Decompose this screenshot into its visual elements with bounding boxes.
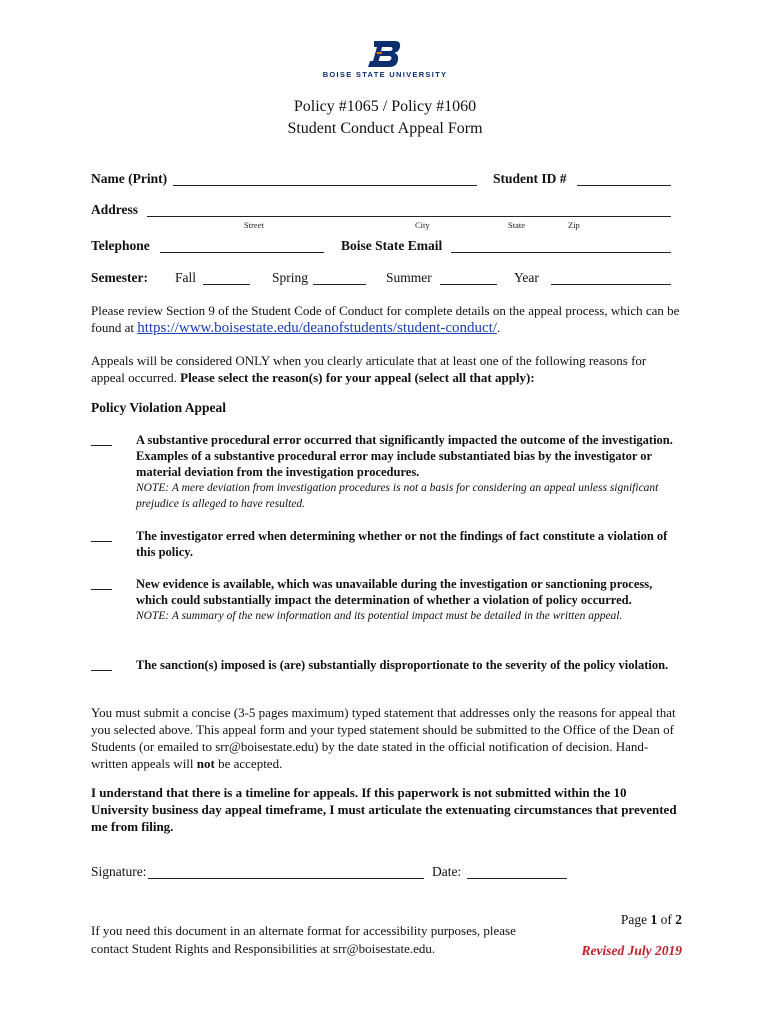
review-suffix: .	[497, 320, 501, 335]
appeals-paragraph	[91, 352, 681, 386]
page-word: Page	[620, 912, 648, 927]
student-id-field[interactable]	[577, 171, 671, 186]
summer-label: Summer	[386, 270, 432, 285]
statement-text: You must submit a concise (3-5 pages maximum) typed statement that addresses only the reasons for appeal that you selected above. This appeal form and your typed statement should be submitted to the Office of the Dean of Students (or emailed to srr@boisestate.edu) by the date stated in the official notification of decision. Hand-written appeals will	[91, 705, 676, 771]
page-total: 2	[675, 912, 682, 927]
option-2-text: The investigator erred when determining whether or not the findings of fact constitute a violation of this policy.	[136, 529, 668, 559]
policy-violation-heading: Policy Violation Appeal	[91, 400, 227, 415]
appeals-text: Appeals will be considered ONLY when you clearly articulate that at least one of the following reasons for appeal occurred.	[91, 353, 647, 385]
zip-sublabel: Zip	[568, 220, 580, 230]
form-name-title: Student Conduct Appeal Form	[287, 120, 483, 137]
appeals-instruction: Please select the reason(s) for your appeal (select all that apply):	[180, 370, 535, 385]
summer-field[interactable]	[440, 270, 497, 285]
policy-title: Policy #1065 / Policy #1060	[293, 98, 477, 115]
option-3-note: NOTE: A summary of the new information and its potential impact must be detailed in the written appeal.	[136, 610, 623, 622]
signature-field[interactable]	[148, 864, 424, 879]
date-field[interactable]	[467, 864, 567, 879]
boise-state-b-icon	[368, 40, 402, 68]
page-indicator	[592, 912, 682, 928]
semester-label: Semester:	[91, 270, 148, 285]
email-label: Boise State Email	[341, 238, 443, 253]
revised-date: Revised July 2019	[581, 943, 682, 958]
spring-field[interactable]	[313, 270, 366, 285]
email-field[interactable]	[451, 238, 671, 253]
telephone-label: Telephone	[91, 238, 150, 253]
option-1-note: NOTE: A mere deviation from investigation procedures is not a basis for considering an appeal unless significant prejudice is alleged to have resulted.	[136, 482, 659, 510]
timeline-paragraph: I understand that there is a timeline for appeals. If this paperwork is not submitted within the 10 University business day appeal timeframe, I must articulate the extenuating circumstances that prevented me from filing.	[91, 785, 677, 834]
address-field[interactable]	[147, 202, 671, 217]
city-sublabel: City	[415, 220, 430, 230]
spring-label: Spring	[272, 270, 309, 285]
page-current: 1	[650, 912, 658, 927]
option-4-text: The sanction(s) imposed is (are) substantially disproportionate to the severity of the policy violation.	[136, 658, 669, 672]
university-logo	[0, 40, 770, 79]
state-sublabel: State	[508, 220, 525, 230]
date-label: Date:	[432, 864, 462, 879]
option-1	[136, 432, 682, 512]
statement-bold: not	[196, 756, 215, 771]
fall-label: Fall	[175, 270, 197, 285]
statement-suffix: be accepted.	[214, 756, 283, 771]
statement-paragraph	[91, 704, 681, 772]
student-id-label: Student ID #	[493, 171, 567, 186]
telephone-field[interactable]	[160, 238, 324, 253]
option-1-text: A substantive procedural error occurred that significantly impacted the outcome of the investigation. Examples of a substantive procedural error may include substantiated bias by the investigator or material deviation from the investigation procedures.	[136, 433, 673, 479]
address-label: Address	[91, 202, 139, 217]
fall-field[interactable]	[203, 270, 250, 285]
option-4	[136, 657, 682, 673]
option-4-checkbox-blank[interactable]	[91, 657, 112, 671]
review-paragraph	[91, 302, 681, 337]
page-of: of	[660, 912, 672, 927]
name-field[interactable]	[173, 171, 477, 186]
option-2	[136, 528, 682, 560]
option-3-text: New evidence is available, which was unavailable during the investigation or sanctioning process, which could substantially impact the determination of whether a violation of policy occurred.	[136, 577, 653, 607]
year-label: Year	[514, 270, 539, 285]
option-3	[136, 576, 682, 624]
year-field[interactable]	[551, 270, 671, 285]
signature-label: Signature:	[91, 864, 147, 879]
student-conduct-link[interactable]: https://www.boisestate.edu/deanofstudents/student-conduct/	[137, 320, 498, 336]
option-1-checkbox-blank[interactable]	[91, 432, 112, 446]
street-sublabel: Street	[244, 220, 264, 230]
name-label: Name (Print)	[91, 171, 168, 186]
review-text: Please review Section 9 of the Student Code of Conduct for complete details on the appeal process, which can be found at	[91, 303, 680, 335]
accessibility-note: If you need this document in an alternate format for accessibility purposes, please contact Student Rights and Responsibilities at srr@boisestate.edu.	[91, 923, 516, 956]
option-3-checkbox-blank[interactable]	[91, 576, 112, 590]
form-title	[0, 96, 770, 140]
option-2-checkbox-blank[interactable]	[91, 528, 112, 542]
university-name: BOISE STATE UNIVERSITY	[322, 70, 448, 79]
